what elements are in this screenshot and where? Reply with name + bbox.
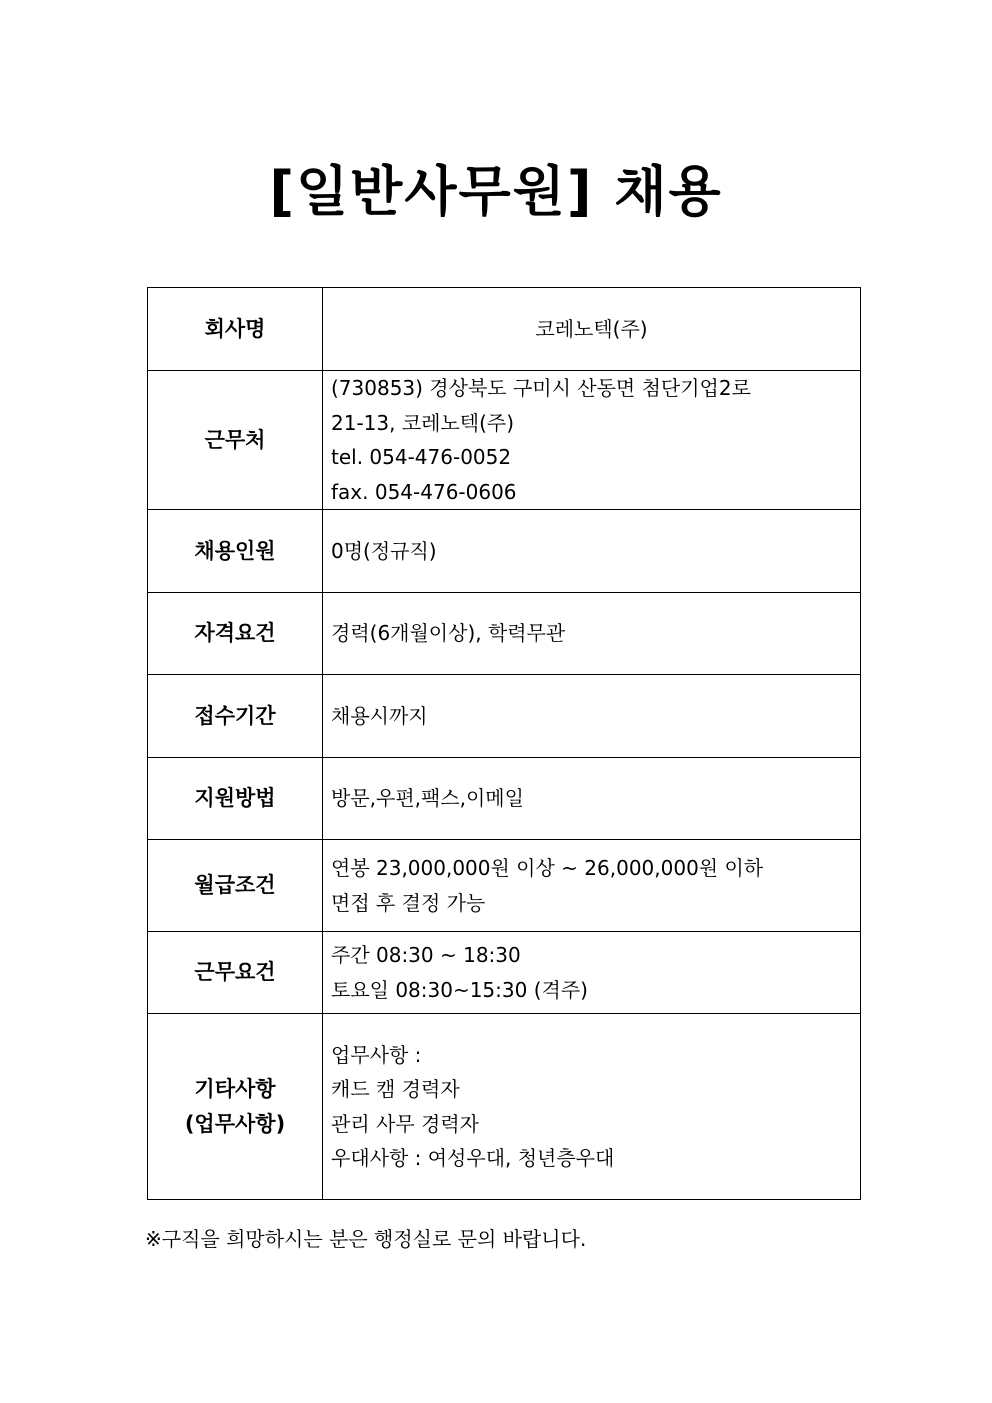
table-row-qualification bbox=[148, 593, 861, 675]
workplace-address-line-2: 21-13, 코레노텍(주) bbox=[331, 410, 515, 435]
table-row-salary bbox=[148, 840, 861, 932]
workplace-label: 근무처 bbox=[148, 371, 323, 510]
etc-line-3: 관리 사무 경력자 bbox=[331, 1111, 479, 1136]
etc-line-4: 우대사항 : 여성우대, 청년층우대 bbox=[331, 1146, 615, 1170]
salary-line-1: 연봉 23,000,000원 이상 ~ 26,000,000원 이하 bbox=[331, 856, 764, 880]
table-row-headcount bbox=[148, 510, 861, 593]
qualification-label: 자격요건 bbox=[148, 593, 323, 675]
etc-label-line-1: 기타사항 bbox=[194, 1076, 276, 1101]
headcount-value: 0명(정규직) bbox=[323, 510, 861, 593]
etc-value bbox=[323, 1014, 861, 1200]
etc-label bbox=[148, 1014, 323, 1200]
hours-line-2: 토요일 08:30~15:30 (격주) bbox=[331, 977, 588, 1002]
etc-line-1: 업무사항 : bbox=[331, 1042, 422, 1067]
workplace-fax: fax. 054-476-0606 bbox=[331, 479, 517, 504]
table-row-workplace bbox=[148, 371, 861, 510]
headcount-label: 채용인원 bbox=[148, 510, 323, 593]
workplace-address-line-1: (730853) 경상북도 구미시 산동면 첨단기업2로 bbox=[331, 376, 751, 400]
recruitment-table bbox=[147, 287, 861, 1200]
table-row-period bbox=[148, 675, 861, 758]
page-title: [일반사무원] 채용 bbox=[269, 160, 723, 223]
hours-line-1: 주간 08:30 ~ 18:30 bbox=[331, 943, 521, 967]
table-row-method bbox=[148, 758, 861, 840]
etc-label-line-2: (업무사항) bbox=[184, 1111, 286, 1136]
salary-line-2: 면접 후 결정 가능 bbox=[331, 890, 486, 915]
hours-label: 근무요건 bbox=[148, 932, 323, 1014]
table-row-hours bbox=[148, 932, 861, 1014]
hours-value bbox=[323, 932, 861, 1014]
footer-note: ※구직을 희망하시는 분은 행정실로 문의 바랍니다. bbox=[145, 1227, 587, 1251]
workplace-tel: tel. 054-476-0052 bbox=[331, 445, 512, 469]
period-value: 채용시까지 bbox=[323, 675, 861, 758]
method-label: 지원방법 bbox=[148, 758, 323, 840]
salary-label: 월급조건 bbox=[148, 840, 323, 932]
qualification-value: 경력(6개월이상), 학력무관 bbox=[323, 593, 861, 675]
salary-value bbox=[323, 840, 861, 932]
period-label: 접수기간 bbox=[148, 675, 323, 758]
company-value: 코레노텍(주) bbox=[323, 288, 861, 371]
workplace-value bbox=[323, 371, 861, 510]
etc-line-2: 캐드 캠 경력자 bbox=[331, 1077, 460, 1101]
company-label: 회사명 bbox=[148, 288, 323, 371]
table-row-company bbox=[148, 288, 861, 371]
table-row-etc bbox=[148, 1014, 861, 1200]
method-value: 방문,우편,팩스,이메일 bbox=[323, 758, 861, 840]
